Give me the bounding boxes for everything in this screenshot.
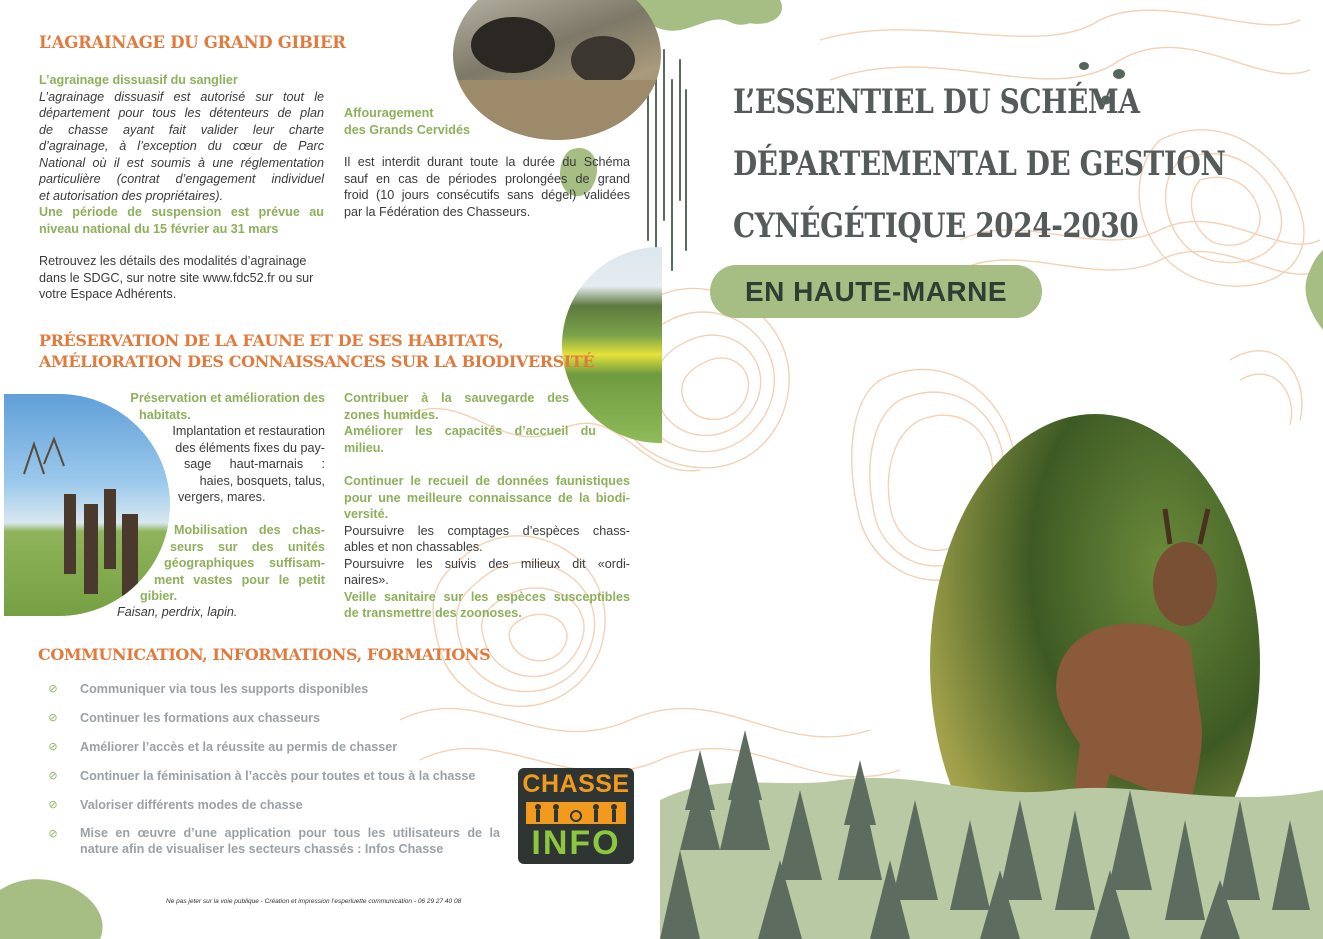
text-line: pour une meilleure connaissance de la biodi- xyxy=(344,490,630,505)
counting-body xyxy=(344,523,630,589)
text-line: Retrouvez les détails des modalités d’agrainage xyxy=(39,254,307,268)
check-circle-icon: ⊘ xyxy=(48,683,58,695)
list-item-label: Améliorer l’accès et la réussite au permis de chasser xyxy=(80,740,398,754)
habitats-head xyxy=(115,390,325,423)
logo-line2: INFO xyxy=(531,824,621,862)
text-line: zones humides. xyxy=(344,407,439,422)
text-line: Poursuivre les comptages d’espèces chass- xyxy=(344,523,630,538)
text-line: L’agrainage dissuasif est autorisé sur tout le xyxy=(39,89,324,104)
text-line: nature afin de visualiser les secteurs chassés : Infos Chasse xyxy=(80,841,444,856)
text-line: particulière (contrat d’engagement individuel xyxy=(39,172,324,186)
list-item xyxy=(46,739,506,757)
check-circle-icon: ⊘ xyxy=(48,799,58,811)
text-line: Poursuivre les suivis des milieux dit «ordi- xyxy=(344,556,630,571)
text-line: Implantation et restauration xyxy=(172,424,325,438)
footer-credit: Ne pas jeter sur la voie publique - Création et impression l’esperluette communication - 06 29 27 40 08 xyxy=(166,898,462,905)
text-line: sauf en cas de périodes prolongées de grand xyxy=(344,171,630,186)
text-line: versité. xyxy=(344,507,389,521)
text-line: par la Fédération des Chasseurs. xyxy=(344,204,531,219)
agrainage-block xyxy=(39,72,324,303)
text-line: des Grands Cervidés xyxy=(344,122,470,137)
main-title-line1: L’ESSENTIEL DU SCHÉMA xyxy=(733,82,1140,122)
list-item xyxy=(46,826,506,862)
check-circle-icon: ⊘ xyxy=(48,712,58,724)
decor-blob-right-edge xyxy=(1300,250,1323,330)
text-line: Veille sanitaire sur les espèces susceptibles xyxy=(344,589,630,604)
text-line: haies, bosquets, talus, xyxy=(199,473,325,488)
logo-pictograms xyxy=(526,802,626,824)
list-item-label xyxy=(80,826,500,857)
text-line: naires». xyxy=(344,573,389,587)
text-line: de chasse ayant fait valider leur charte xyxy=(39,122,324,137)
text-line: ment vastes pour le petit xyxy=(154,572,325,587)
text-line: ables et non chassables. xyxy=(344,540,483,554)
text-line: Améliorer les capacités d’accueil du xyxy=(344,424,596,438)
agrainage-body xyxy=(39,89,324,205)
section-title-communication: COMMUNICATION, INFORMATIONS, FORMATIONS xyxy=(38,645,491,664)
section-title-agrainage: L’AGRAINAGE DU GRAND GIBIER xyxy=(39,33,346,52)
list-item xyxy=(46,797,506,815)
list-item-label: Continuer la féminisation à l’accès pour toutes et tous à la chasse xyxy=(80,769,476,783)
data-collection-head xyxy=(344,473,630,523)
region-badge-label: EN HAUTE-MARNE xyxy=(744,276,1008,307)
text-line: AMÉLIORATION DES CONNAISSANCES SUR LA BIODIVERSITÉ xyxy=(39,352,595,371)
check-circle-icon: ⊘ xyxy=(48,770,58,782)
mobilisation-head xyxy=(140,522,325,605)
text-line: dans le SDGC, sur notre site www.fdc52.fr ou sur xyxy=(39,270,314,285)
forest-illustration xyxy=(660,730,1323,939)
main-title-line2: DÉPARTEMENTAL DE GESTION xyxy=(733,144,1226,184)
text-line: et autorisation des propriétaires). xyxy=(39,188,224,203)
text-line: froid (10 jours consécutifs sans dégel) validées xyxy=(344,188,630,202)
text-line: Préservation et amélioration des xyxy=(130,391,325,405)
sanitary-head xyxy=(344,589,630,622)
section-title-preservation xyxy=(39,330,594,372)
text-line: Continuer le recueil de données faunistiques xyxy=(344,474,630,488)
suspension-notice xyxy=(39,204,324,237)
text-line: Mise en œuvre d’une application pour tous les utilisateurs de la xyxy=(80,826,500,840)
text-line: Mobilisation des chas- xyxy=(174,523,325,537)
affouragement-title xyxy=(344,105,630,138)
small-game-list: Faisan, perdrix, lapin. xyxy=(117,605,238,619)
biodiversity-column-2 xyxy=(344,473,630,622)
text-line: PRÉSERVATION DE LA FAUNE ET DE SES HABITATS, xyxy=(39,331,504,350)
text-line: de transmettre des zoonoses. xyxy=(344,606,522,620)
habitats-body xyxy=(160,423,325,506)
text-line: votre Espace Adhérents. xyxy=(39,287,177,301)
text-line: Il est interdit durant toute la durée du Schéma xyxy=(344,155,630,169)
agrainage-details xyxy=(39,253,324,303)
region-badge xyxy=(710,265,1042,318)
text-line: vergers, mares. xyxy=(178,490,266,504)
logo-line1: CHASSE xyxy=(522,770,630,798)
list-item-label: Valoriser différents modes de chasse xyxy=(80,798,303,812)
list-item-label: Communiquer via tous les supports disponibles xyxy=(80,682,369,696)
list-item xyxy=(46,768,506,786)
list-item-label: Continuer les formations aux chasseurs xyxy=(80,711,321,725)
capacity-head xyxy=(344,423,596,456)
check-circle-icon: ⊘ xyxy=(48,828,58,840)
affouragement-body xyxy=(344,154,630,220)
text-line: sage haut-marnais : xyxy=(184,457,325,471)
text-line: département pour tous les détenteurs de plan xyxy=(39,106,324,120)
text-line: des éléments fixes du pay- xyxy=(175,440,325,455)
hunters-group-photo xyxy=(4,394,170,616)
text-line: National où il est soumis à une réglementation xyxy=(39,155,324,170)
text-line: gibier. xyxy=(140,589,178,603)
decor-blob-bottom-left xyxy=(0,870,120,939)
affouragement-block xyxy=(344,105,630,220)
text-line: géographiques suffisam- xyxy=(164,556,325,570)
list-item xyxy=(46,710,506,728)
text-line: niveau national du 15 février au 31 mars xyxy=(39,221,279,236)
main-title-line3: CYNÉGÉTIQUE 2024-2030 xyxy=(733,206,1139,246)
list-item xyxy=(46,681,506,699)
text-line: Une période de suspension est prévue au xyxy=(39,205,324,219)
check-circle-icon: ⊘ xyxy=(48,741,58,753)
chasse-info-logo xyxy=(518,768,634,864)
text-line: d’agrainage, à l’exception du cœur de Parc xyxy=(39,139,324,153)
biodiversity-column xyxy=(344,390,596,456)
text-line: seurs sur des unités xyxy=(170,539,325,554)
text-line: Affouragement xyxy=(344,106,434,120)
text-line: habitats. xyxy=(139,407,191,422)
text-line: Contribuer à la sauvegarde des xyxy=(344,391,569,405)
agrainage-subhead: L’agrainage dissuasif du sanglier xyxy=(39,73,238,87)
text-line: milieu. xyxy=(344,440,384,455)
wetlands-head xyxy=(344,390,596,423)
